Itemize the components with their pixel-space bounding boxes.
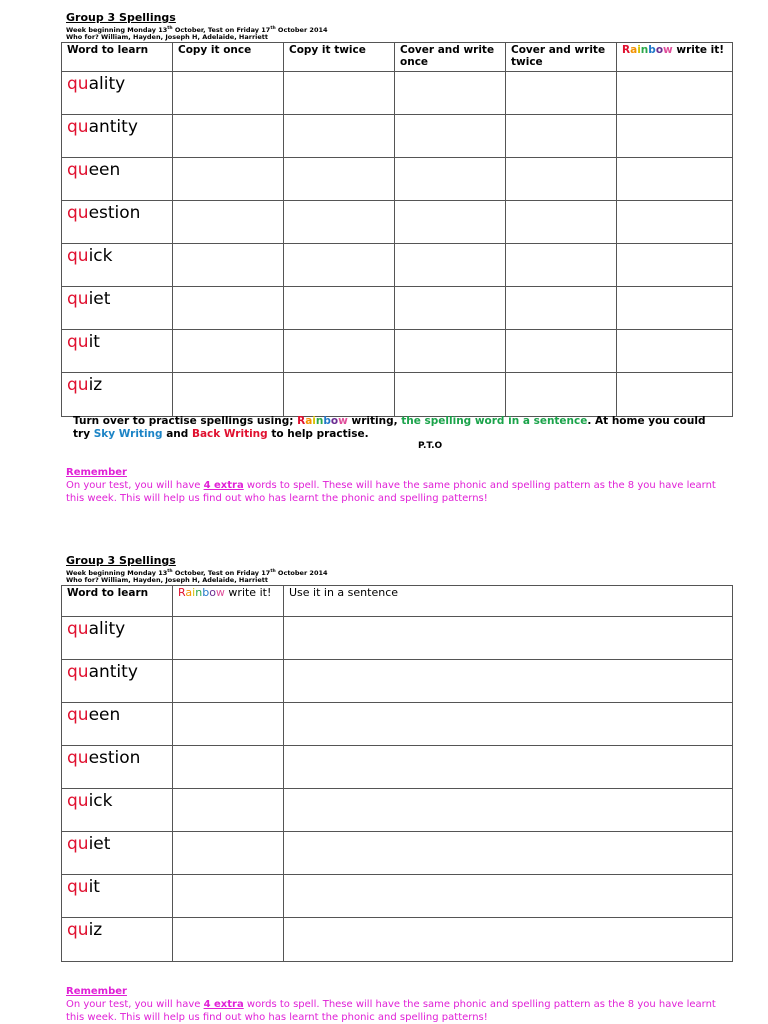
word-cell: quiz [62, 373, 173, 417]
table-row [62, 703, 733, 746]
who-for-2: Who for? William, Hayden, Joseph H, Adelaide, Harriett [66, 576, 269, 584]
copy-once-cell[interactable] [173, 244, 284, 287]
copy-once-cell[interactable] [173, 330, 284, 373]
table-row [62, 158, 733, 201]
word-cell: quit [62, 330, 173, 373]
table-row [62, 789, 733, 832]
copy-twice-cell[interactable] [284, 72, 395, 115]
table-row [62, 875, 733, 918]
table-row [62, 287, 733, 330]
cover-once-cell[interactable] [395, 244, 506, 287]
remember-note-2 [66, 985, 726, 1024]
copy-once-cell[interactable] [173, 373, 284, 417]
word-cell: quick [62, 789, 173, 832]
word-cell: quiz [62, 918, 173, 962]
header-cover-once: Cover and write once [395, 43, 506, 72]
remember-text: On your test, you will have 4 extra words to spell. These will have the same phonic and spelling pattern as the 8 you have learnt this week. This will help us find out who has learnt the phonic and spelling patterns! [66, 480, 716, 504]
sentence-cell[interactable] [284, 746, 733, 789]
sentence-cell[interactable] [284, 660, 733, 703]
word-cell: queen [62, 158, 173, 201]
remember-heading: Remember [66, 467, 127, 478]
table-row [62, 832, 733, 875]
turn-over-instructions: Turn over to practise spellings using; Rainbow writing, the spelling word in a sentence. At home you could try Sky Writing and Back Writing to help practise. [73, 415, 706, 440]
header-rainbow: Rainbow write it! [173, 586, 284, 617]
word-cell: quality [62, 617, 173, 660]
table-row [62, 746, 733, 789]
copy-twice-cell[interactable] [284, 373, 395, 417]
table-row [62, 617, 733, 660]
cover-twice-cell[interactable] [506, 244, 617, 287]
word-cell: quality [62, 72, 173, 115]
header-row [62, 43, 733, 72]
header-row [62, 586, 733, 617]
rainbow-cell[interactable] [617, 330, 733, 373]
rainbow-cell[interactable] [173, 832, 284, 875]
sentence-cell[interactable] [284, 703, 733, 746]
remember-note-1 [66, 466, 726, 505]
word-cell: quit [62, 875, 173, 918]
word-cell: quick [62, 244, 173, 287]
rainbow-cell[interactable] [617, 72, 733, 115]
rainbow-cell[interactable] [617, 373, 733, 417]
table-row [62, 201, 733, 244]
spelling-table-2 [61, 585, 733, 962]
copy-twice-cell[interactable] [284, 158, 395, 201]
rainbow-cell[interactable] [617, 115, 733, 158]
rainbow-cell[interactable] [173, 703, 284, 746]
rainbow-cell[interactable] [173, 660, 284, 703]
cover-once-cell[interactable] [395, 158, 506, 201]
cover-twice-cell[interactable] [506, 330, 617, 373]
rainbow-cell[interactable] [617, 287, 733, 330]
cover-once-cell[interactable] [395, 287, 506, 330]
cover-once-cell[interactable] [395, 201, 506, 244]
cover-once-cell[interactable] [395, 72, 506, 115]
sentence-cell[interactable] [284, 789, 733, 832]
copy-twice-cell[interactable] [284, 244, 395, 287]
word-cell: quantity [62, 660, 173, 703]
pto-label: P.T.O [418, 441, 443, 451]
header-sentence: Use it in a sentence [284, 586, 733, 617]
copy-twice-cell[interactable] [284, 115, 395, 158]
sentence-cell[interactable] [284, 617, 733, 660]
table-row [62, 330, 733, 373]
copy-twice-cell[interactable] [284, 287, 395, 330]
cover-once-cell[interactable] [395, 330, 506, 373]
rainbow-cell[interactable] [173, 746, 284, 789]
word-cell: quiet [62, 287, 173, 330]
header-rainbow: Rainbow write it! [617, 43, 733, 72]
copy-once-cell[interactable] [173, 115, 284, 158]
header-word: Word to learn [62, 586, 173, 617]
word-cell: quiet [62, 832, 173, 875]
table-row [62, 373, 733, 417]
cover-twice-cell[interactable] [506, 72, 617, 115]
header-cover-twice: Cover and write twice [506, 43, 617, 72]
rainbow-cell[interactable] [617, 244, 733, 287]
copy-once-cell[interactable] [173, 287, 284, 330]
cover-twice-cell[interactable] [506, 373, 617, 417]
rainbow-cell[interactable] [173, 875, 284, 918]
spelling-table-1 [61, 42, 733, 417]
header-copy-twice: Copy it twice [284, 43, 395, 72]
rainbow-cell[interactable] [173, 617, 284, 660]
week-info-1: Week beginning Monday 13th October, Test on Friday 17th October 2014 [66, 26, 328, 35]
word-cell: quantity [62, 115, 173, 158]
copy-once-cell[interactable] [173, 72, 284, 115]
sentence-cell[interactable] [284, 918, 733, 962]
rainbow-cell[interactable] [173, 789, 284, 832]
rainbow-cell[interactable] [617, 158, 733, 201]
table-row [62, 115, 733, 158]
word-cell: queen [62, 703, 173, 746]
word-cell: question [62, 201, 173, 244]
who-for-1: Who for? William, Hayden, Joseph H, Adelaide, Harriett [66, 33, 269, 41]
header-word: Word to learn [62, 43, 173, 72]
page-title-2: Group 3 Spellings [66, 554, 176, 567]
sentence-cell[interactable] [284, 875, 733, 918]
copy-twice-cell[interactable] [284, 330, 395, 373]
cover-twice-cell[interactable] [506, 158, 617, 201]
copy-once-cell[interactable] [173, 201, 284, 244]
copy-twice-cell[interactable] [284, 201, 395, 244]
word-cell: question [62, 746, 173, 789]
table-row [62, 244, 733, 287]
page-title-1: Group 3 Spellings [66, 11, 176, 24]
cover-twice-cell[interactable] [506, 115, 617, 158]
cover-twice-cell[interactable] [506, 287, 617, 330]
sentence-cell[interactable] [284, 832, 733, 875]
remember-heading: Remember [66, 986, 127, 997]
cover-once-cell[interactable] [395, 373, 506, 417]
copy-once-cell[interactable] [173, 158, 284, 201]
header-copy-once: Copy it once [173, 43, 284, 72]
cover-once-cell[interactable] [395, 115, 506, 158]
week-info-2: Week beginning Monday 13th October, Test on Friday 17th October 2014 [66, 569, 328, 578]
rainbow-cell[interactable] [617, 201, 733, 244]
table-row [62, 72, 733, 115]
cover-twice-cell[interactable] [506, 201, 617, 244]
rainbow-cell[interactable] [173, 918, 284, 962]
table-row [62, 918, 733, 962]
table-row [62, 660, 733, 703]
remember-text: On your test, you will have 4 extra words to spell. These will have the same phonic and spelling pattern as the 8 you have learnt this week. This will help us find out who has learnt the phonic and spelling patterns! [66, 999, 716, 1023]
